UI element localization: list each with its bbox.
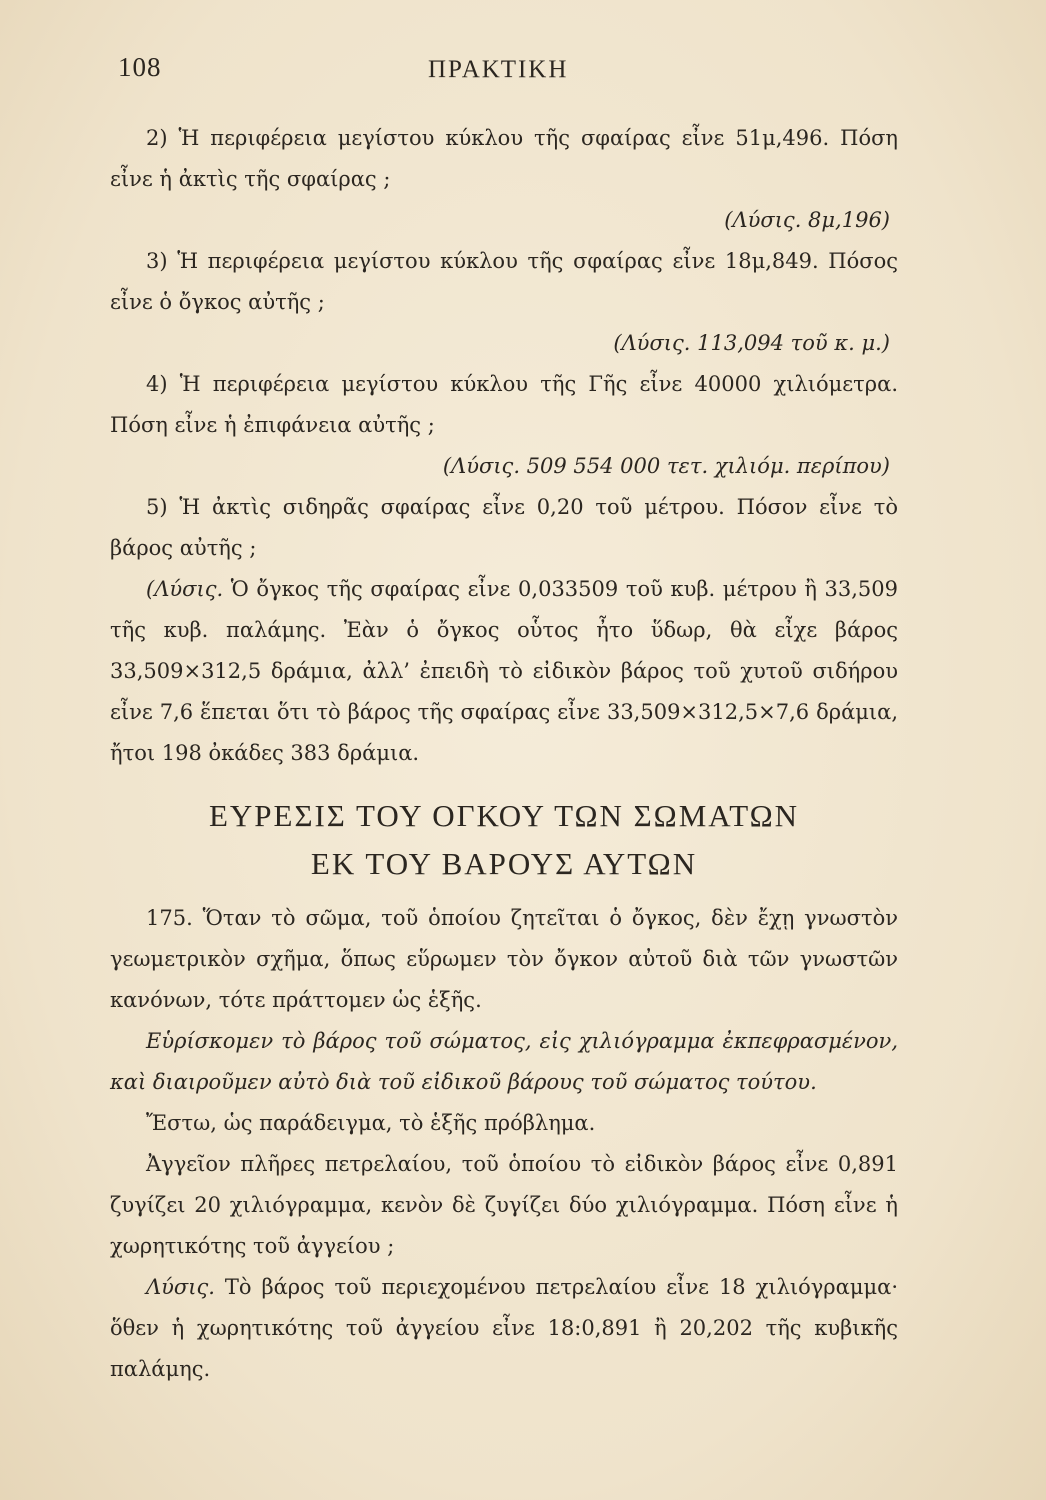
problem-4-answer: (Λύσις. 509 554 000 τετ. χιλιόμ. περίπου) bbox=[442, 454, 890, 478]
paragraph-175: 175. Ὅταν τὸ σῶμα, τοῦ ὁποίου ζητεῖται ὁ ὄγκος, δὲν ἔχῃ γνωστὸν γεωμετρικὸν σχῆμα, ὅπως εὕρωμεν τὸν ὄγκον αὐτοῦ διὰ τῶν γνωστῶν κανόνων, τότε πράττομεν ὡς ἑξῆς. bbox=[110, 906, 898, 1012]
solution-label: Λύσις. bbox=[146, 1275, 215, 1299]
problem-2-answer: (Λύσις. 8μ,196) bbox=[724, 208, 890, 232]
problem-5-text: 5) Ἡ ἀκτὶς σιδηρᾶς σφαίρας εἶνε 0,20 τοῦ μέτρου. Πόσον εἶνε τὸ βάρος αὐτῆς ; bbox=[110, 495, 898, 560]
solution-text: Τὸ βάρος τοῦ περιεχομένου πετρελαίου εἶνε 18 χιλιόγραμμα· ὅθεν ἡ χωρητικότης τοῦ ἀγγείου εἶνε 18:0,891 ἢ 20,202 τῆς κυβικῆς παλάμης. bbox=[110, 1275, 898, 1381]
example-solution bbox=[110, 1267, 898, 1390]
running-title: ΠΡΑΚΤΙΚΗ bbox=[428, 56, 569, 83]
problem-3-answer: (Λύσις. 113,094 τοῦ κ. μ.) bbox=[613, 331, 890, 355]
example-problem: Ἀγγεῖον πλῆρες πετρελαίου, τοῦ ὁποίου τὸ εἰδικὸν βάρος εἶνε 0,891 ζυγίζει 20 χιλιόγραμμα, κενὸν δὲ ζυγίζει δύο χιλιόγραμμα. Πόση εἶνε ἡ χωρητικότης τοῦ ἀγγείου ; bbox=[110, 1152, 898, 1258]
section-heading-line-1: ΕΥΡΕΣΙΣ ΤΟΥ ΟΓΚΟΥ ΤΩΝ ΣΩΜΑΤΩΝ bbox=[208, 798, 800, 833]
problem-5-answer-text: Ὁ ὄγκος τῆς σφαίρας εἶνε 0,033509 τοῦ κυβ. μέτρου ἢ 33,509 τῆς κυβ. παλάμης. Ἐὰν ὁ ὄγκος οὗτος ἦτο ὕδωρ, θὰ εἶχε βάρος 33,509×312,5 δράμια, ἀλλ’ ἐπειδὴ τὸ εἰδικὸν βάρος τοῦ χυτοῦ σιδήρου εἶνε 7,6 ἕπεται ὅτι τὸ βάρος τῆς σφαίρας εἶνε 33,509×312,5×7,6 δράμια, ἤτοι 198 ὀκάδες 383 δράμια. bbox=[110, 577, 898, 765]
example-intro: Ἔστω, ὡς παράδειγμα, τὸ ἑξῆς πρόβλημα. bbox=[146, 1111, 596, 1135]
problem-3-text: 3) Ἡ περιφέρεια μεγίστου κύκλου τῆς σφαίρας εἶνε 18μ,849. Πόσος εἶνε ὁ ὄγκος αὐτῆς ; bbox=[110, 249, 898, 314]
section-heading-line-2: ΕΚ ΤΟΥ ΒΑΡΟΥΣ ΑΥΤΩΝ bbox=[310, 846, 698, 881]
rule-statement: Εὑρίσκομεν τὸ βάρος τοῦ σώματος, εἰς χιλιόγραμμα ἐκπεφρασμένον, καὶ διαιροῦμεν αὐτὸ διὰ τοῦ εἰδικοῦ βάρους τοῦ σώματος τούτου. bbox=[110, 1029, 898, 1094]
problem-5-answer bbox=[110, 569, 898, 774]
page-body bbox=[110, 118, 898, 1390]
problem-5-answer-label: (Λύσις. bbox=[146, 577, 224, 601]
problem-4-text: 4) Ἡ περιφέρεια μεγίστου κύκλου τῆς Γῆς εἶνε 40000 χιλιόμετρα. Πόση εἶνε ἡ ἐπιφάνεια αὐτῆς ; bbox=[110, 372, 898, 437]
problem-2-text: 2) Ἡ περιφέρεια μεγίστου κύκλου τῆς σφαίρας εἶνε 51μ,496. Πόση εἶνε ἡ ἀκτὶς τῆς σφαίρας ; bbox=[110, 126, 898, 191]
page-header bbox=[118, 52, 918, 92]
section-heading bbox=[110, 792, 898, 888]
page-number: 108 bbox=[118, 52, 162, 82]
